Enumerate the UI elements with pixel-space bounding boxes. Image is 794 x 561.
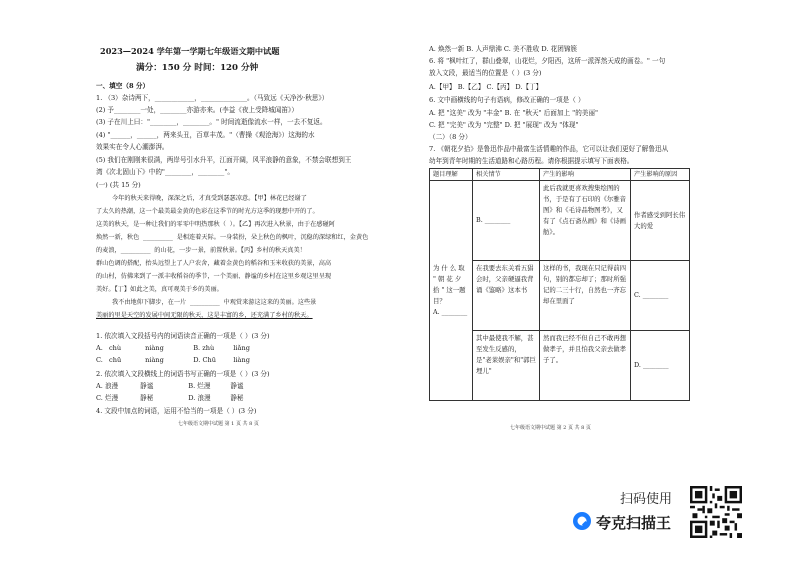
- table-header: 题目理解: [430, 169, 473, 181]
- option-letter: C.: [96, 356, 103, 364]
- table-row: [430, 181, 690, 261]
- reading-table: [429, 168, 690, 401]
- passage-line: 美好。【丁】如此之美，真可观美于乡的美丽。: [96, 286, 223, 293]
- passage-line: 这美的秋天，是一种让我们的零零中明热那秋（ ）。【乙】再次进入秋景，由于在感碰阿: [96, 221, 335, 228]
- table-header: 产生影响的原因: [631, 169, 690, 181]
- passage-line: 焕然一新，秋色 ________ 是相连着天际。一身装扮，朵上秋色的枫叶，沉稳的深绿和红，金黄色: [96, 234, 369, 241]
- answer-blank[interactable]: A. ________: [433, 308, 468, 316]
- question-line: 1. （3）杂诗两下，____________，______________。（马致远《天净沙·秋思》）: [96, 94, 329, 102]
- question-line: (2) 予________一处，________亦游亦来。(李益《夜上受降城闻笛》）: [96, 106, 298, 114]
- sub-question: 4. 文段中加点的词语，运用不恰当的一项是（ ）(3 分): [96, 407, 257, 415]
- scan-to-use-label: 扫码使用: [620, 492, 673, 507]
- plot-cell: 在我要去东关看五猖会时，父亲硬逼我背诵《鉴略》这本书: [473, 261, 540, 331]
- sub-question: 2. 依次填入文段横线上的词语书写正确的一项是（ ）(3 分): [96, 370, 270, 378]
- passage-line: 了太久的热潮，这一个最美最金黄的色彩在这季节的时光方这季的现想中开的了。: [96, 208, 319, 215]
- option-text: D. 浪漫: [188, 394, 211, 402]
- question-line: 放入文段，最适当的位置是（ ）(3 分): [429, 69, 542, 77]
- table-header-row: [430, 169, 690, 181]
- option-row: A. 把 "这美" 改为 "丰金" B. 在 "秋天" 后面加上 "的美丽": [429, 109, 599, 117]
- passage-line: 今年的秋天来得晚，深深之后，才真受到瑟瑟凉意。【甲】林花已经谢了: [112, 195, 307, 202]
- question-cell: [430, 181, 473, 401]
- page-footer: 七年级语文期中试题 第 2 页 共 8 页: [510, 425, 591, 431]
- effect-cell: 这样的书，我现在只记得前四句，别的都忘却了；那时所强记的二三十行，自然也一齐忘却在里面了: [540, 261, 631, 331]
- option-text: niàng: [145, 344, 164, 352]
- reason-cell[interactable]: C. ________: [631, 261, 690, 331]
- option-row: [96, 356, 250, 365]
- passage-underlined-line: 美丽的里是天空的发展中间无限的秋天，这是丰富的乡，还充满了乡村的秋天。: [96, 312, 313, 319]
- qr-code-icon[interactable]: [690, 486, 742, 538]
- option-text: liǎng: [233, 344, 250, 352]
- passage-line: 的麦浪，________ 的山花，一步一景，前置秋景。【丙】乡村的秋天真美！: [96, 247, 306, 254]
- question-cell-text: 为 什 么 取 " 朝 花 夕 拾 " 这一题目？: [433, 264, 466, 305]
- question-line: (5) 我们在刚刚来很满，两岸号引水升平，江面开阔，风平浪静的意象，不禁会联想到王: [96, 156, 352, 164]
- question-line: 幼年到青年时期的生活道路和心路历程。请你根据提示填写下面表格。: [429, 157, 634, 165]
- option-text: chū: [109, 356, 122, 364]
- exam-title: 2023—2024 学年第一学期七年级语文期中试题: [100, 46, 280, 56]
- option-text: C. 烂漫: [96, 394, 119, 402]
- section-heading: 一、填空（8 分）: [96, 82, 150, 90]
- effect-cell: 然而我已经不但自己不敢再想做孝子，并且怕我父亲去做孝子了。: [540, 331, 631, 401]
- passage-line: 的山村，仿佛来到了一派丰收稻谷的季节，一个美丽、静谧的乡村在这里乡观这里呈现: [96, 273, 332, 280]
- question-line: 效果实在令人心潮澎湃。: [96, 143, 169, 151]
- plot-cell: 其中最使我不解，甚至发生反感的，是"老莱娱亲"和"郭巨埋儿": [473, 331, 540, 401]
- option-row: A. 焕然一新 B. 人声鼎沸 C. 美不胜收 D. 花团锦簇: [429, 45, 578, 53]
- option-text: B. zhù: [193, 344, 215, 352]
- table-header: 产生的影响: [540, 169, 631, 181]
- question-line: (3) 子在川上曰："________，________。" 时间流逝像流水一样，一去不复返。: [96, 118, 327, 126]
- table-header: 相关情节: [473, 169, 540, 181]
- option-text: 静秘: [140, 394, 154, 402]
- question-line: 6. 文中画横线的句子有语病，修改正确的一项是（ ）: [429, 96, 585, 104]
- reason-cell[interactable]: D. ________: [631, 331, 690, 401]
- passage-line: 群山色调的搭配，抬头远望上了人户农舍，藏着金黄色的稻谷和玉米收获的美景，高高: [96, 260, 332, 267]
- page-footer: 七年级语文期中试题 第 1 页 共 8 页: [178, 421, 259, 427]
- question-line: 6. 将 "枫叶红了，群山叠翠，山花烂，夕阳西，这所一派浑然天成的画卷。" 一句: [429, 57, 666, 65]
- option-text: 静谧: [230, 382, 244, 390]
- option-row: [96, 344, 250, 353]
- quark-logo-icon: [572, 511, 592, 531]
- option-text: B. 烂漫: [188, 382, 211, 390]
- option-text: niàng: [145, 356, 164, 364]
- question-line: 7. 《朝花夕拾》是鲁迅作品中最富生活情趣的作品，它可以让我们更好了解鲁迅从: [429, 145, 669, 153]
- option-text: D. Chū: [193, 356, 217, 364]
- sub-question: 1. 依次填入文段括号内的词语读音正确的一项是（ ）(3 分): [96, 332, 270, 340]
- effect-cell: 此后我就更喜欢搜集绘图的书，于是有了石印的《尔雅音图》和《毛诗品物图考》，又有了《点石斋丛画》和《诗画舫》。: [540, 181, 631, 261]
- plot-cell[interactable]: B. ________: [473, 181, 540, 261]
- option-text: liàng: [233, 356, 250, 364]
- question-line: 湾《次北固山下》中的"________，________"。: [96, 168, 234, 176]
- brand-name: 夸克扫描王: [596, 514, 672, 532]
- option-row: A.【甲】 B.【乙】 C.【丙】 D.【丁】: [429, 83, 543, 91]
- option-text: A. 浪漫: [96, 382, 119, 390]
- option-row: [96, 382, 244, 391]
- option-text: 静谧: [140, 382, 154, 390]
- question-line: (4) "______，______，两来头丑，百草丰茂。"（曹操《观沧海》）这海的水: [96, 131, 315, 139]
- passage-heading: (一) (共 15 分): [96, 181, 141, 189]
- option-letter: A.: [96, 344, 103, 352]
- passage-line: 我不由地仰下脚步，在一片 ________ 中观赏来游这这来的美丽。这些景: [112, 299, 317, 306]
- option-text: 静秘: [230, 394, 244, 402]
- section-heading: （二）（8 分）: [429, 133, 472, 141]
- option-row: [96, 394, 244, 403]
- option-row: C. 把 "完美" 改为 "完整" D. 把 "展现" 改为 "体现": [429, 121, 579, 129]
- reason-cell: 作者感受到阿长伟大的爱: [631, 181, 690, 261]
- score-time-line: 满分：150 分 时间：120 分钟: [136, 63, 259, 73]
- option-text: chù: [108, 344, 122, 352]
